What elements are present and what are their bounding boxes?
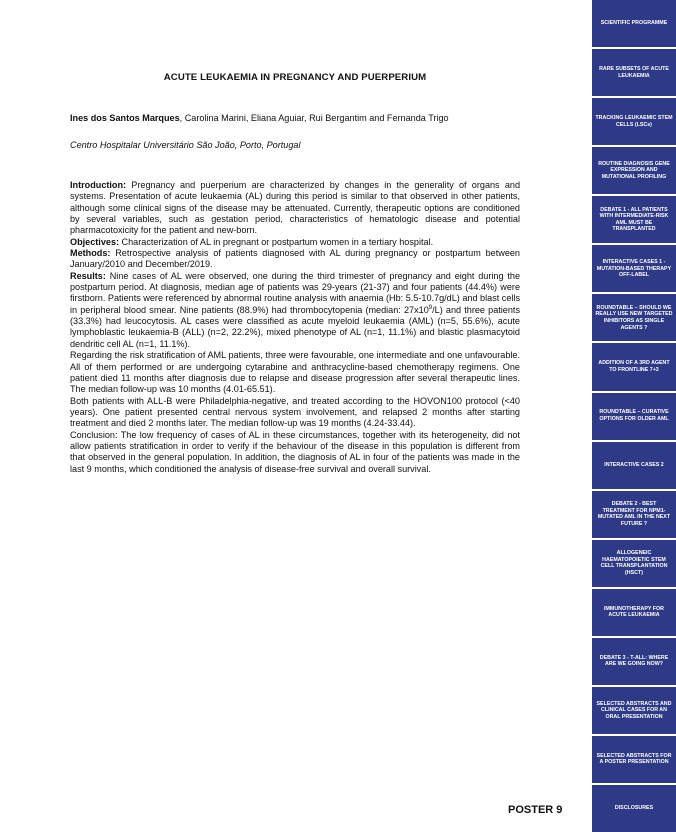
- results-paragraph: [70, 271, 520, 350]
- sidebar-item-interactive-cases-1-mutation-based-therapy-off-label[interactable]: [592, 245, 676, 292]
- sidebar-item-allogeneic-haematopoietic-stem-cell-transplantation-hsct[interactable]: [592, 540, 676, 587]
- sidebar-item-immunotherapy-for-acute-leukaemia[interactable]: [592, 589, 676, 636]
- co-authors: , Carolina Marini, Eliana Aguiar, Rui Bergantim and Fernanda Trigo: [179, 113, 449, 123]
- introduction-text: Pregnancy and puerperium are characterized by changes in the generality of organs and systems. Presentation of acute leukaemia (AL) during this period is similar to that observed in other patients, although some clinical signs of the disease may be attenuated. Currently, therapeutic options are conditioned by several variables, such as gestation period, characteristics of hematologic disease and potential pharmacotoxicity for the patient and new-born.: [70, 180, 520, 236]
- sidebar-item-label: RARE SUBSETS OF ACUTE LEUKAEMIA: [599, 66, 669, 79]
- sidebar-item-label: ROUNDTABLE – SHOULD WE REALLY USE NEW TARGETED INHIBITORS AS SINGLE AGENTS ?: [595, 304, 673, 331]
- results-text-2: /L) and three patients (33.3%) had leucocytosis. AL cases were classified as acute myeloid leukaemia (AML) (n=5, 55.6%), acute lymphoblastic leukaemia-B (ALL) (n=2, 22.2%), mixed phenotype of AL (n=1, 11.1%) and blastic plasmacytoid dendritic cell AL (n=1, 11.1%).: [70, 304, 520, 349]
- sidebar-item-label: ROUTINE DIAGNOSIS GENE EXPRESSION AND MUTATIONAL PROFILING: [598, 160, 670, 181]
- sidebar-item-label: DEBATE 1 - ALL PATIENTS WITH INTERMEDIATE-RISK AML MUST BE TRANSPLANTED: [599, 206, 669, 233]
- aml-paragraph: Regarding the risk stratification of AML patients, three were favourable, one intermediate and one unfavourable. All of them performed or are undergoing cytarabine and anthracycline-based chemotherapy regimens. One patient died 11 months after diagnosis due to relapse and disease progression after several therapeutic lines. The median follow-up was 10 months (4.01-65.51).: [70, 350, 520, 395]
- poster-number: POSTER 9: [508, 804, 563, 816]
- sidebar-item-label: DISCLOSURES: [614, 805, 654, 812]
- author-list: [70, 113, 520, 124]
- sidebar-item-label: ALLOGENEIC HAEMATOPOIETIC STEM CELL TRANSPLANTATION (HSCT): [600, 550, 668, 576]
- sidebar-item-label: ROUNDTABLE – CURATIVE OPTIONS FOR OLDER AML: [599, 409, 669, 423]
- sidebar-item-label: INTERACTIVE CASES 1 - MUTATION-BASED THERAPY OFF-LABEL: [596, 258, 672, 279]
- lead-author: Ines dos Santos Marques: [70, 113, 180, 123]
- sidebar-item-debate-3-t-all-where-are-we-going-now[interactable]: [592, 638, 676, 685]
- all-paragraph: Both patients with ALL-B were Philadelphia-negative, and treated according to the HOVON100 protocol (<40 years). One patient presented central nervous system involvement, and relapsed 2 months after starting treatment and died 2 months later. The median follow-up was 19 months (4.24-33.44).: [70, 395, 520, 429]
- sidebar-item-label: DEBATE 2 - BEST TREATMENT FOR NPM1-MUTATED AML IN THE NEXT FUTURE ?: [597, 500, 671, 527]
- results-text-1: Nine cases of AL were observed, one during the third trimester of pregnancy and eight during the postpartum period. At diagnosis, median age of patients was 29-years (21-37) and four patients (44.4%) were firstborn. Patients were referenced by abnormal routine analysis with anaemia (Hb: 5.5-10.7g/dL) and blast cells in peripheral blood smear. Nine patients (88.9%) had thrombocytopenia (median: 27x10: [70, 270, 520, 315]
- sidebar-item-label: DEBATE 3 - T-ALL: WHERE ARE WE GOING NOW?: [599, 654, 669, 668]
- sidebar-item-label: SELECTED ABSTRACTS AND CLINICAL CASES FOR AN ORAL PRESENTATION: [596, 700, 672, 720]
- sidebar-item-label: ADDITION OF A 3RD AGENT TO FRONTLINE 7+3: [598, 360, 670, 373]
- sidebar-item-label: INTERACTIVE CASES 2: [604, 461, 664, 468]
- sidebar-item-routine-diagnosis-gene-expression-and-mutational-profiling[interactable]: [592, 147, 676, 194]
- methods-paragraph: [70, 248, 520, 271]
- methods-text: Retrospective analysis of patients diagnosed with AL during pregnancy or postpartum between January/2010 and December/2019.: [70, 248, 520, 270]
- abstract-body: [70, 180, 520, 475]
- sidebar-item-selected-abstracts-for-a-poster-presentation[interactable]: [592, 736, 676, 783]
- sidebar-item-roundtable-should-we-really-use-new-targeted-inhibitors-as-single-agents[interactable]: [592, 294, 676, 341]
- abstract-title: ACUTE LEUKAEMIA IN PREGNANCY AND PUERPERIUM: [163, 72, 427, 83]
- results-superscript: 9: [428, 304, 433, 311]
- sidebar-nav: [592, 0, 676, 832]
- sidebar-item-debate-1-all-patients-with-intermediate-risk-aml-must-be-transplanted[interactable]: [592, 196, 676, 243]
- objectives-text: Characterization of AL in pregnant or postpartum women in a tertiary hospital.: [119, 236, 434, 247]
- sidebar-item-roundtable-curative-options-for-older-aml[interactable]: [592, 393, 676, 440]
- conclusion-paragraph: Conclusion: The low frequency of cases of AL in these circumstances, together with its heterogeneity, did not allow patients stratification in order to verify if the behaviour of the disease in this population is different from that observed in the general population. In addition, the diagnosis of AL in four of the patients was made in the last 9 months, which conditioned the analysis of disease-free survival and overall survival.: [70, 429, 520, 474]
- sidebar-item-tracking-leukaemic-stem-cells-lscs[interactable]: [592, 98, 676, 145]
- objectives-paragraph: [70, 237, 520, 248]
- sidebar-item-scientific-programme[interactable]: [592, 0, 676, 47]
- sidebar-item-label: IMMUNOTHERAPY FOR ACUTE LEUKAEMIA: [604, 605, 664, 619]
- sidebar-item-selected-abstracts-and-clinical-cases-for-an-oral-presentation[interactable]: [592, 687, 676, 734]
- sidebar-item-disclosures[interactable]: [592, 785, 676, 832]
- objectives-label: Objectives:: [70, 236, 120, 247]
- affiliation: Centro Hospitalar Universitário São João, Porto, Portugal: [70, 140, 301, 150]
- sidebar-item-label: SELECTED ABSTRACTS FOR A POSTER PRESENTATION: [596, 752, 672, 766]
- methods-label: Methods:: [70, 248, 111, 259]
- sidebar-item-debate-2-best-treatment-for-npm1-mutated-aml-in-the-next-future[interactable]: [592, 491, 676, 538]
- introduction-label: Introduction:: [70, 180, 127, 190]
- sidebar-item-label: SCIENTIFIC PROGRAMME: [600, 20, 668, 27]
- introduction-paragraph: [70, 180, 520, 237]
- sidebar-item-label: TRACKING LEUKAEMIC STEM CELLS (LSCs): [595, 115, 673, 128]
- sidebar-item-addition-of-a-3rd-agent-to-frontline-7-3[interactable]: [592, 343, 676, 390]
- sidebar-item-interactive-cases-2[interactable]: [592, 442, 676, 489]
- results-label: Results:: [70, 270, 106, 281]
- sidebar-item-rare-subsets-of-acute-leukaemia[interactable]: [592, 49, 676, 96]
